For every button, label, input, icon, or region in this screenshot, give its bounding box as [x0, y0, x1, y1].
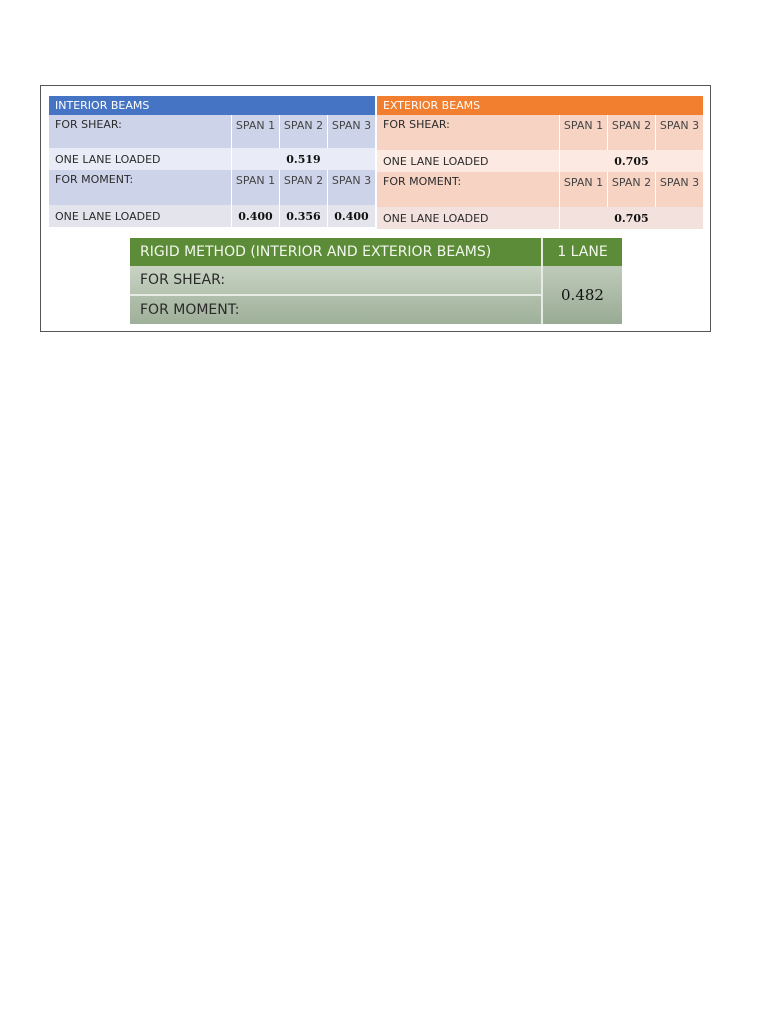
exterior-moment-row-label: ONE LANE LOADED [377, 207, 559, 229]
exterior-shear-value: 0.705 [559, 150, 703, 172]
exterior-title: EXTERIOR BEAMS [377, 96, 703, 115]
rigid-method-table [130, 238, 622, 324]
exterior-shear-span-2: SPAN 2 [607, 115, 655, 150]
interior-beams-table [49, 96, 375, 227]
interior-moment-row-label: ONE LANE LOADED [49, 205, 231, 227]
exterior-shear-span-3: SPAN 3 [655, 115, 703, 150]
rigid-shear-label: FOR SHEAR: [130, 266, 541, 296]
interior-shear-span-2: SPAN 2 [279, 115, 327, 148]
interior-moment-value-2: 0.356 [279, 205, 327, 227]
exterior-beams-table [377, 96, 703, 229]
exterior-shear-label: FOR SHEAR: [377, 115, 559, 150]
interior-shear-row-label: ONE LANE LOADED [49, 148, 231, 170]
interior-moment-value-3: 0.400 [327, 205, 375, 227]
interior-shear-value: 0.519 [231, 148, 375, 170]
exterior-moment-span-1: SPAN 1 [559, 172, 607, 207]
rigid-title: RIGID METHOD (INTERIOR AND EXTERIOR BEAMS) [130, 238, 541, 266]
interior-shear-label: FOR SHEAR: [49, 115, 231, 148]
figure-frame [40, 85, 711, 332]
interior-moment-span-3: SPAN 3 [327, 170, 375, 205]
interior-shear-span-3: SPAN 3 [327, 115, 375, 148]
exterior-moment-value: 0.705 [559, 207, 703, 229]
interior-shear-span-1: SPAN 1 [231, 115, 279, 148]
rigid-value: 0.482 [541, 266, 622, 324]
interior-title: INTERIOR BEAMS [49, 96, 375, 115]
exterior-shear-span-1: SPAN 1 [559, 115, 607, 150]
exterior-moment-span-2: SPAN 2 [607, 172, 655, 207]
exterior-shear-row-label: ONE LANE LOADED [377, 150, 559, 172]
interior-moment-label: FOR MOMENT: [49, 170, 231, 205]
exterior-moment-label: FOR MOMENT: [377, 172, 559, 207]
exterior-moment-span-3: SPAN 3 [655, 172, 703, 207]
interior-moment-span-1: SPAN 1 [231, 170, 279, 205]
rigid-lane-header: 1 LANE [541, 238, 622, 266]
rigid-moment-label: FOR MOMENT: [130, 296, 541, 324]
interior-moment-span-2: SPAN 2 [279, 170, 327, 205]
interior-moment-value-1: 0.400 [231, 205, 279, 227]
